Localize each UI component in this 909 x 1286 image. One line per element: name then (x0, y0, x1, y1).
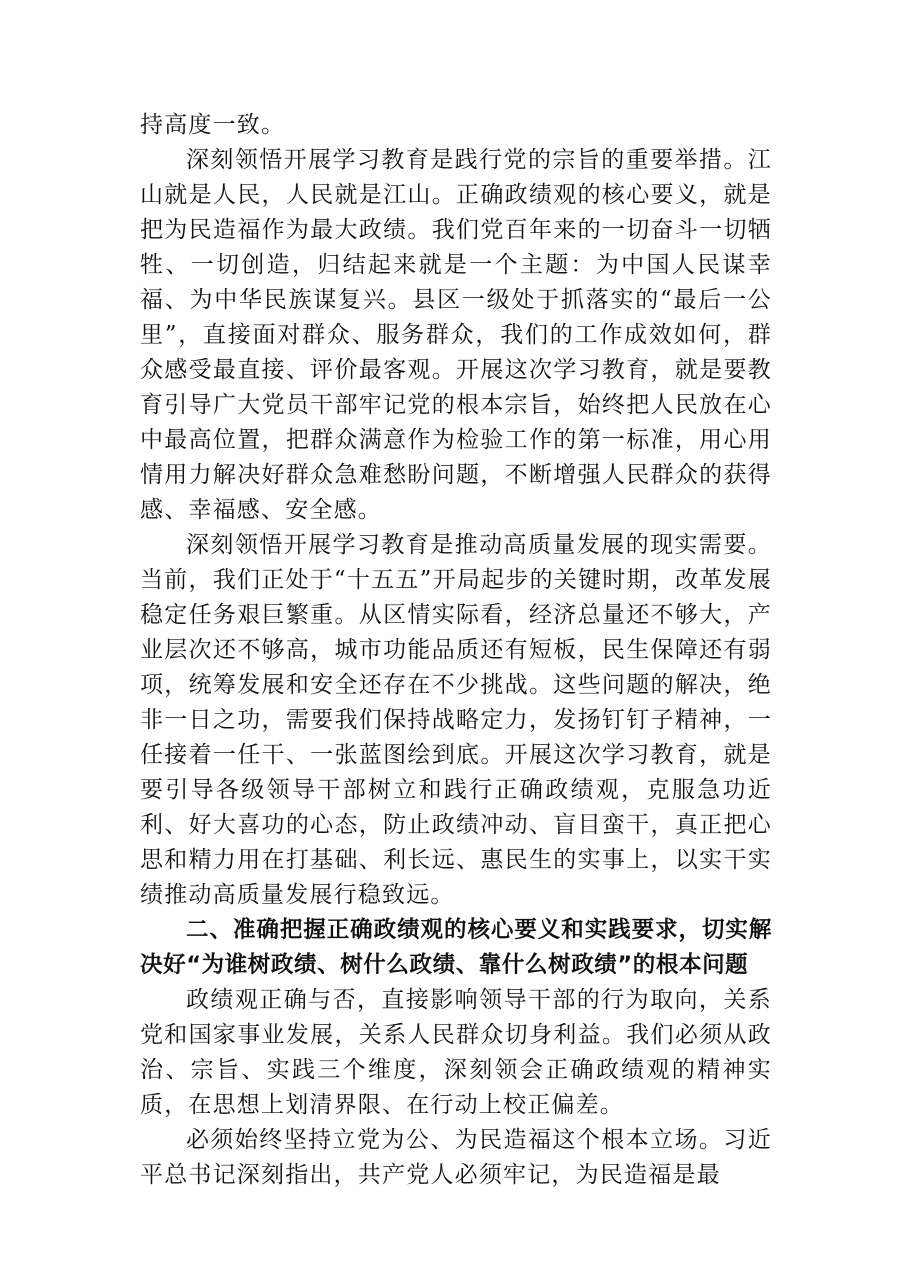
paragraph-high-quality-development: 深刻领悟开展学习教育是推动高质量发展的现实需要。当前，我们正处于“十五五”开局起步的关键时期，改革发展稳定任务艰巨繁重。从区情实际看，经济总量还不够大，产业层次还不够高，城市功能品质还有短板，民生保障还有弱项，统筹发展和安全还存在不少挑战。这些问题的解决，绝非一日之功，需要我们保持战略定力，发扬钉钉子精神，一任接着一任干、一张蓝图绘到底。开展这次学习教育，就是要引导各级领导干部树立和践行正确政绩观，克服急功近利、好大喜功的心态，防止政绩冲动、盲目蛮干，真正把心思和精力用在打基础、利长远、惠民生的实事上，以实干实绩推动高质量发展行稳致远。 (140, 532, 772, 908)
paragraph-fundamental-stance: 必须始终坚持立党为公、为民造福这个根本立场。习近平总书记深刻指出，共产党人必须牢记，为民造福是最 (140, 1127, 772, 1188)
document-page (140, 108, 772, 1193)
paragraph-performance-view: 政绩观正确与否，直接影响领导干部的行为取向，关系党和国家事业发展，关系人民群众切身利益。我们必须从政治、宗旨、实践三个维度，深刻领会正确政绩观的精神实质，在思想上划清界限、在行动上校正偏差。 (140, 987, 772, 1118)
paragraph-purpose-practice: 深刻领悟开展学习教育是践行党的宗旨的重要举措。江山就是人民，人民就是江山。正确政绩观的核心要义，就是把为民造福作为最大政绩。我们党百年来的一切奋斗一切牺牲、一切创造，归结起来就是一个主题：为中国人民谋幸福、为中华民族谋复兴。县区一级处于抓落实的“最后一公里”，直接面对群众、服务群众，我们的工作成效如何，群众感受最直接、评价最客观。开展这次学习教育，就是要教育引导广大党员干部牢记党的根本宗旨，始终把人民放在心中最高位置，把群众满意作为检验工作的第一标准，用心用情用力解决好群众急难愁盼问题，不断增强人民群众的获得感、幸福感、安全感。 (140, 147, 772, 523)
section-heading-2: 二、准确把握正确政绩观的核心要义和实践要求，切实解决好“为谁树政绩、树什么政绩、靠什么树政绩”的根本问题 (140, 917, 772, 978)
paragraph-continuation: 持高度一致。 (140, 112, 286, 138)
